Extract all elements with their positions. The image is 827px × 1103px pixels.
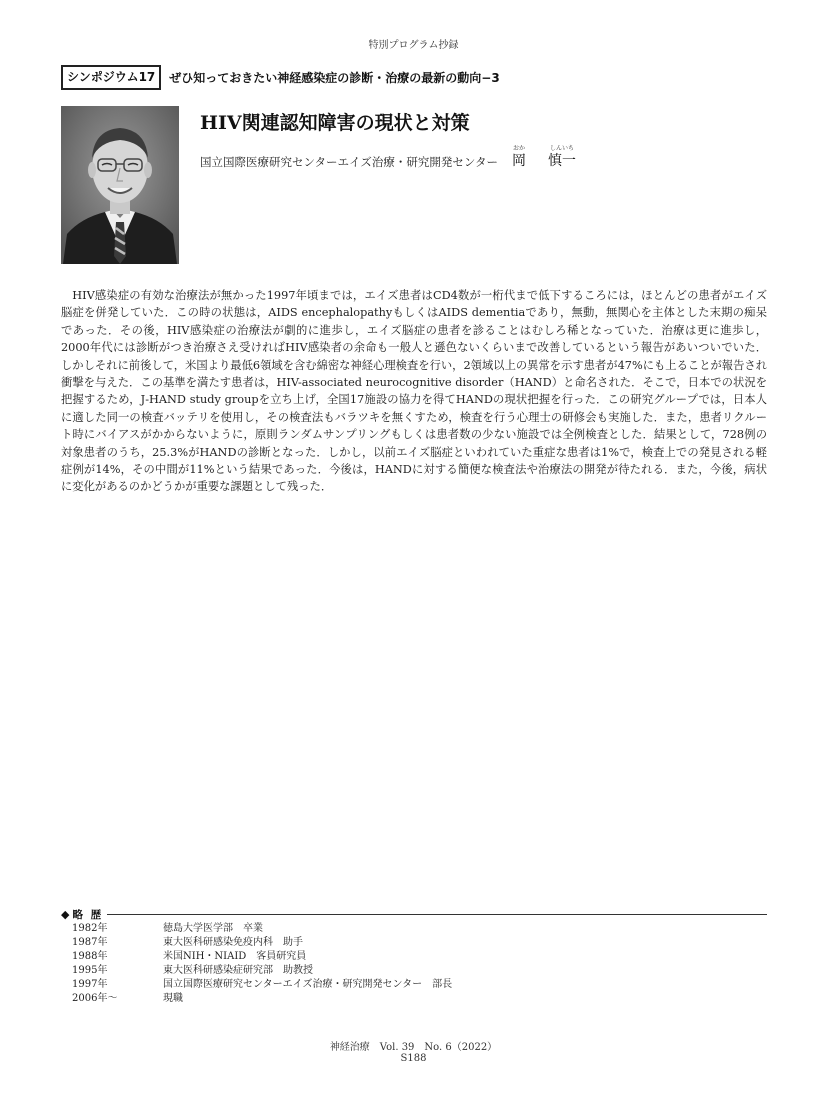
given-name: 慎一 [547, 153, 576, 169]
session-title: ぜひ知っておきたい神経感染症の診断・治療の最新の動向−3 [169, 70, 500, 85]
author-portrait [61, 106, 179, 264]
career-description: 東大医科研感染免疫内科 助手 [163, 937, 303, 948]
career-year: 1982年 [72, 923, 108, 934]
career-description: 米国NIH・NIAID 客員研究員 [163, 951, 307, 962]
portrait-illustration [61, 106, 179, 264]
career-description: 徳島大学医学部 卒業 [163, 923, 263, 934]
career-year: 1988年 [72, 951, 108, 962]
career-year: 1995年 [72, 965, 108, 976]
career-year: 1997年 [72, 979, 108, 990]
abstract-text: HIV感染症の有効な治療法が無かった1997年頃までは，エイズ患者はCD4数が一桁代まで低下するころには，ほとんどの患者がエイズ脳症を併発していた．この時の状態は，AIDS encephalopathyもしくはAIDS dementiaであり，無動，無関心を主体とした末期の痴呆であった．その後，HIV感染症の治療法が劇的に進歩し，エイズ脳症の患者を診ることはむしろ稀となっていた．治療は更に進歩し，2000年代には診断がつき治療さえ受ければHIV感染者の余命も一般人と遜色ないくらいまで改善しているという報告があいついでいた．しかしそれに前後して，米国より最低6領域を含む綿密な神経心理検査を行い，2領域以上の異常を示す患者が47%にも上ることが報告され衝撃を与えた．この基準を満たす患者は，HIV-associated neurocognitive disorder（HAND）と命名された．そこで，日本での状況を把握するため，J-HAND study groupを立ち上げ，全国17施設の協力を得てHANDの現状把握を行った．この研究グループでは，日本人に適した同一の検査バッテリを使用し，その検査法もバラツキを無くすため，検査を行う心理士の研修会も実施した．また，患者リクルート時にバイアスがかからないように，原則ランダムサンプリングもしくは患者数の少ない施設では全例検査とした．結果として，728例の対象患者のうち，25.3%がHANDの診断となった．しかし，以前エイズ脳症といわれていた重症な患者は1%で，検査上での発見される軽症例が14%，その中間が11%という結果であった．今後は，HANDに対する簡便な検査法や治療法の開発が待たれる．また，今後，病状に変化があるのかどうかが重要な課題として残った． [61, 289, 767, 494]
career-divider [107, 914, 767, 915]
family-name: 岡 [511, 153, 526, 169]
career-item [72, 950, 762, 964]
article-title: HIV関連認知障害の現状と対策 [200, 112, 470, 134]
career-item [72, 964, 762, 978]
career-item [72, 992, 762, 1006]
author-family-name [512, 145, 526, 170]
career-list [72, 922, 762, 1006]
diamond-icon: ◆ [61, 907, 70, 921]
journal-citation: 神経治療 Vol. 39 No. 6（2022） [329, 1042, 498, 1053]
session-label: シンポジウム17 [61, 65, 161, 90]
session-header [61, 65, 767, 89]
author-affiliation: 国立国際医療研究センターエイズ治療・研究開発センター [200, 155, 498, 169]
career-item [72, 978, 762, 992]
career-description: 国立国際医療研究センターエイズ治療・研究開発センター 部長 [163, 979, 453, 990]
career-year: 2006年〜 [72, 993, 118, 1004]
career-description: 現職 [163, 993, 183, 1004]
byline [200, 140, 576, 170]
page-number: S188 [400, 1053, 427, 1064]
family-name-ruby: おか [512, 145, 525, 152]
career-item [72, 922, 762, 936]
career-description: 東大医科研感染症研究部 助教授 [163, 965, 313, 976]
author-given-name [548, 145, 576, 170]
career-year: 1987年 [72, 937, 108, 948]
running-head: 特別プログラム抄録 [368, 40, 459, 51]
career-header [61, 907, 767, 921]
career-title: 略 歴 [72, 908, 104, 921]
given-name-ruby: しんいち [549, 145, 574, 152]
career-item [72, 936, 762, 950]
author-name [512, 145, 576, 170]
